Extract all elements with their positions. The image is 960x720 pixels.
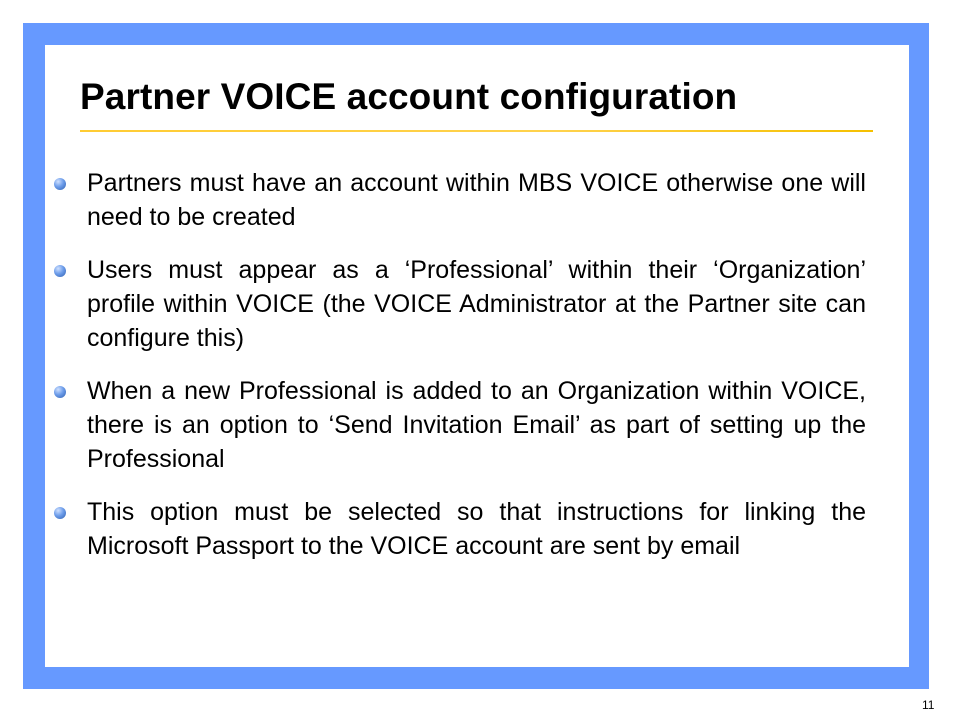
bullet-item	[54, 166, 866, 234]
bullet-item	[54, 253, 866, 355]
bullet-dot-icon	[54, 507, 66, 519]
bullet-dot-icon	[54, 265, 66, 277]
bullet-text: This option must be selected so that instructions for linking the Microsoft Passport to the VOICE account are sent by email	[87, 498, 866, 560]
title-underline-divider	[80, 130, 873, 132]
bullet-dot-icon	[54, 178, 66, 190]
bullet-item	[54, 374, 866, 476]
bullet-text: Users must appear as a ‘Professional’ within their ‘Organization’ profile within VOICE (the VOICE Administrator at the Partner site can configure this)	[87, 256, 866, 352]
bullet-list	[54, 166, 866, 582]
bullet-item	[54, 495, 866, 563]
slide-title: Partner VOICE account configuration	[80, 76, 738, 117]
bullet-dot-icon	[54, 386, 66, 398]
bullet-text: When a new Professional is added to an Organization within VOICE, there is an option to ‘Send Invitation Email’ as part of setting up the Professional	[87, 377, 866, 473]
page-number: 11	[922, 698, 935, 712]
bullet-text: Partners must have an account within MBS VOICE otherwise one will need to be created	[87, 169, 866, 231]
